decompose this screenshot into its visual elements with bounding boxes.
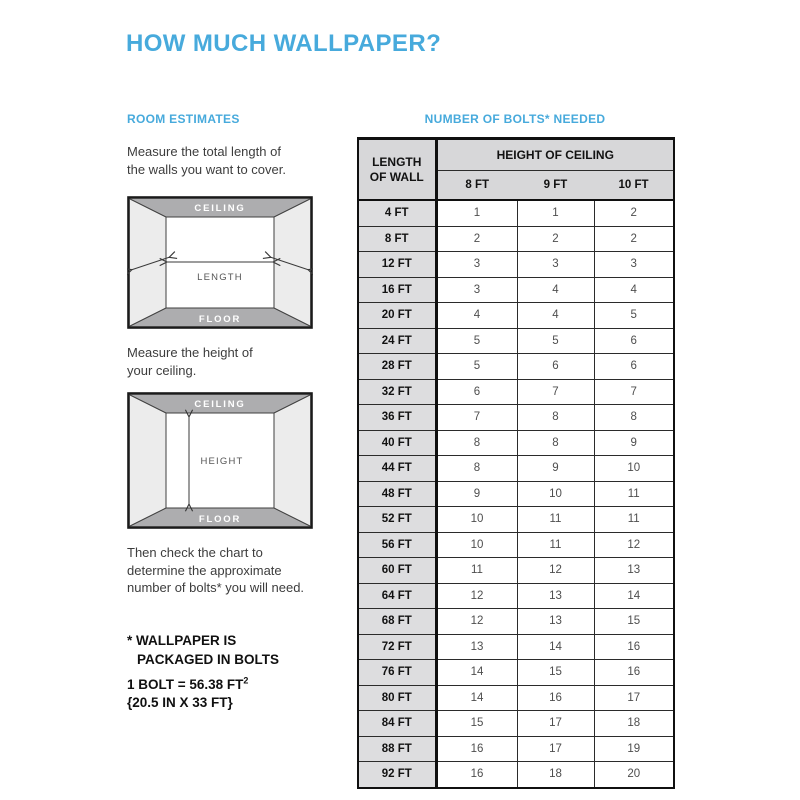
floor-label: FLOOR [198,314,242,325]
bolt-count-cell: 13 [436,634,517,660]
bolt-count-cell: 18 [517,762,594,788]
wall-length-cell: 60 FT [358,558,436,584]
bolts-footnote-line1: * WALLPAPER IS [127,633,237,648]
bolt-count-cell: 8 [517,430,594,456]
length-dimension-label: LENGTH [197,272,243,283]
bolt-count-cell: 11 [517,507,594,533]
wall-length-cell: 28 FT [358,354,436,380]
bolt-count-cell: 5 [436,354,517,380]
wall-length-cell: 76 FT [358,660,436,686]
length-instruction-line1: Measure the total length of [127,144,281,159]
bolt-count-cell: 16 [436,762,517,788]
length-of-wall-header [358,139,436,201]
height-instruction-line1: Measure the height of [127,345,253,360]
chart-instruction-line3: number of bolts* you will need. [127,580,305,595]
table-row [358,583,674,609]
bolt-count-cell: 8 [436,456,517,482]
wall-length-cell: 4 FT [358,200,436,226]
bolt-count-cell: 13 [594,558,674,584]
bolt-count-cell: 4 [517,277,594,303]
bolt-count-cell: 17 [594,685,674,711]
wall-length-cell: 24 FT [358,328,436,354]
table-row [358,736,674,762]
wall-length-cell: 16 FT [358,277,436,303]
chart-instruction-line2: determine the approximate [127,562,282,578]
bolt-count-cell: 20 [594,762,674,788]
bolt-count-cell: 3 [436,277,517,303]
height-instruction-line2: your ceiling. [127,362,197,378]
bolt-count-cell: 3 [594,252,674,278]
table-row [358,354,674,380]
bolt-count-cell: 1 [517,200,594,226]
table-row [358,532,674,558]
table-row [358,303,674,329]
table-row [358,660,674,686]
table-row [358,430,674,456]
bolts-footnote [127,631,279,669]
room-length-diagram [127,196,313,329]
wall-length-cell: 64 FT [358,583,436,609]
bolt-count-cell: 13 [517,583,594,609]
bolt-count-cell: 8 [594,405,674,431]
wall-length-cell: 32 FT [358,379,436,405]
wall-length-cell: 52 FT [358,507,436,533]
room-estimates-heading: ROOM ESTIMATES [127,112,240,126]
bolt-count-cell: 12 [436,583,517,609]
col-header-9ft: 9 FT [517,171,594,201]
bolt-count-cell: 4 [436,303,517,329]
table-row [358,405,674,431]
room-height-diagram [127,392,313,529]
bolt-count-cell: 4 [517,303,594,329]
bolts-table [357,137,675,789]
bolt-count-cell: 8 [436,430,517,456]
length-of-wall-header-line2: OF WALL [369,169,424,184]
bolt-count-cell: 9 [517,456,594,482]
wall-length-cell: 40 FT [358,430,436,456]
bolt-count-cell: 18 [594,711,674,737]
bolt-count-cell: 11 [594,507,674,533]
bolt-count-cell: 15 [436,711,517,737]
bolt-size-line1: 1 BOLT = 56.38 $FT^2$ [127,675,249,692]
bolts-footnote-line2: PACKAGED IN BOLTS [137,652,280,667]
bolts-table-body [358,200,674,788]
left-wall [130,395,166,526]
bolt-size-info [127,676,248,712]
bolt-count-cell: 13 [517,609,594,635]
table-row [358,685,674,711]
bolt-count-cell: 10 [594,456,674,482]
height-of-ceiling-header: HEIGHT OF CEILING [436,139,674,171]
length-of-wall-header-line1: LENGTH [372,155,422,169]
table-row [358,277,674,303]
bolt-count-cell: 11 [517,532,594,558]
bolt-count-cell: 12 [436,609,517,635]
bolt-count-cell: 17 [517,736,594,762]
bolt-count-cell: 1 [436,200,517,226]
table-row [358,609,674,635]
bolt-count-cell: 7 [517,379,594,405]
table-row [358,507,674,533]
bolts-needed-heading: NUMBER OF BOLTS* NEEDED [424,112,606,126]
floor-label: FLOOR [198,514,242,525]
chart-instruction-line1: Then check the chart to [127,545,263,560]
bolt-count-cell: 9 [436,481,517,507]
bolt-count-cell: 17 [517,711,594,737]
bolt-count-cell: 15 [517,660,594,686]
table-row [358,634,674,660]
ceiling-label: CEILING [194,399,246,410]
bolt-count-cell: 5 [594,303,674,329]
bolt-count-cell: 2 [436,226,517,252]
bolt-count-cell: 9 [594,430,674,456]
wall-length-cell: 36 FT [358,405,436,431]
table-row [358,379,674,405]
col-header-10ft: 10 FT [594,171,674,201]
bolt-count-cell: 16 [436,736,517,762]
right-wall [274,199,310,326]
bolt-count-cell: 6 [594,328,674,354]
bolt-count-cell: 5 [436,328,517,354]
table-row [358,481,674,507]
wall-length-cell: 12 FT [358,252,436,278]
wall-length-cell: 88 FT [358,736,436,762]
squared-superscript: 2 [243,675,249,686]
bolt-count-cell: 6 [517,354,594,380]
table-header-row [358,139,674,171]
bolt-count-cell: 4 [594,277,674,303]
bolt-count-cell: 6 [594,354,674,380]
ceiling-label: CEILING [194,203,246,214]
bolt-count-cell: 14 [436,685,517,711]
height-instruction [127,344,253,379]
wall-length-cell: 72 FT [358,634,436,660]
wall-length-cell: 20 FT [358,303,436,329]
bolt-count-cell: 14 [436,660,517,686]
length-instruction [127,143,286,178]
left-wall [130,199,166,326]
bolt-count-cell: 2 [594,200,674,226]
table-row [358,762,674,788]
wall-length-cell: 44 FT [358,456,436,482]
bolt-count-cell: 14 [594,583,674,609]
bolt-count-cell: 3 [517,252,594,278]
wall-length-cell: 48 FT [358,481,436,507]
wall-length-cell: 56 FT [358,532,436,558]
bolt-count-cell: 11 [594,481,674,507]
wall-length-cell: 80 FT [358,685,436,711]
right-wall [274,395,310,526]
table-row [358,226,674,252]
bolt-count-cell: 6 [436,379,517,405]
chart-instruction [127,544,304,597]
wall-length-cell: 8 FT [358,226,436,252]
bolt-count-cell: 10 [436,532,517,558]
bolt-count-cell: 16 [594,634,674,660]
page-title: HOW MUCH WALLPAPER? [126,30,442,57]
bolt-count-cell: 12 [517,558,594,584]
table-row [358,328,674,354]
table-row [358,711,674,737]
bolt-count-cell: 11 [436,558,517,584]
bolt-count-cell: 7 [436,405,517,431]
height-dimension-label: HEIGHT [200,456,244,467]
bolt-count-cell: 7 [594,379,674,405]
bolt-count-cell: 3 [436,252,517,278]
wall-length-cell: 84 FT [358,711,436,737]
bolt-count-cell: 2 [594,226,674,252]
bolt-count-cell: 2 [517,226,594,252]
bolt-count-cell: 10 [517,481,594,507]
table-row [358,200,674,226]
bolt-size-line2: {20.5 IN X 33 FT} [127,695,233,710]
table-row [358,252,674,278]
table-row [358,456,674,482]
bolt-count-cell: 19 [594,736,674,762]
bolt-count-cell: 8 [517,405,594,431]
bolt-count-cell: 16 [594,660,674,686]
bolt-count-cell: 15 [594,609,674,635]
bolt-count-cell: 14 [517,634,594,660]
bolt-count-cell: 16 [517,685,594,711]
bolt-count-cell: 5 [517,328,594,354]
col-header-8ft: 8 FT [436,171,517,201]
wall-length-cell: 68 FT [358,609,436,635]
bolt-count-cell: 10 [436,507,517,533]
wall-length-cell: 92 FT [358,762,436,788]
table-row [358,558,674,584]
bolt-count-cell: 12 [594,532,674,558]
length-instruction-line2: the walls you want to cover. [127,161,286,177]
